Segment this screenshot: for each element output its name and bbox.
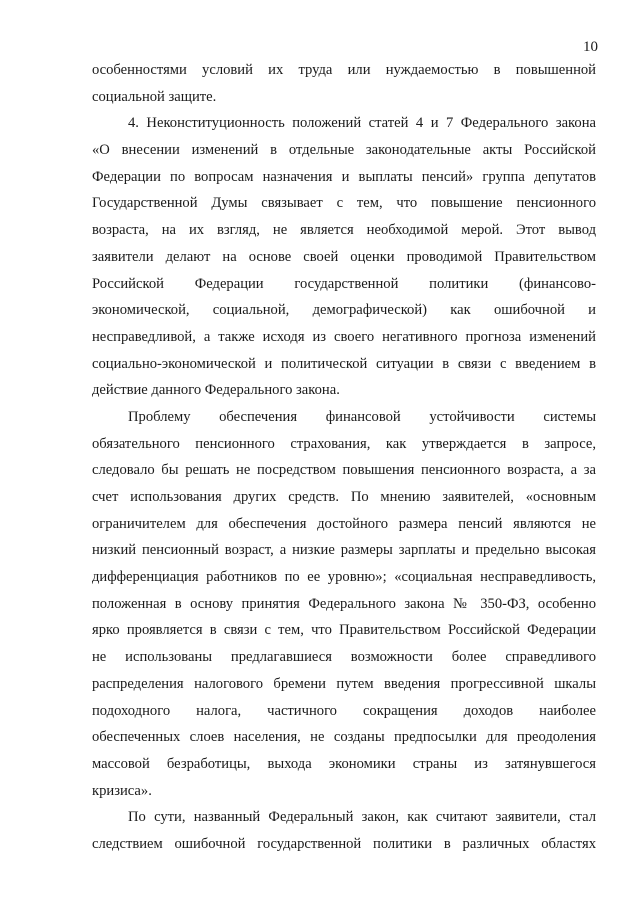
paragraph: [92, 804, 596, 857]
paragraph: [92, 404, 596, 804]
text-line: подоходного налога, частичного сокращения доходов наиболее: [92, 702, 596, 719]
text-line: Российской Федерации государственной политики (финансово-: [92, 275, 596, 292]
text-line: экономической, социальной, демографической) как ошибочной и: [92, 302, 596, 319]
text-line: следствием ошибочной государственной политики в различных областях: [92, 835, 596, 852]
text-line: распределения налогового бремени путем введения прогрессивной шкалы: [92, 675, 596, 692]
text-line: ярко проявляется в связи с тем, что Правительством Российской Федерации: [92, 622, 596, 639]
text-line: действие данного Федерального закона.: [92, 382, 340, 399]
text-line: возраста, на их взгляд, не является необходимой мерой. Этот вывод: [92, 222, 596, 239]
text-line: Проблему обеспечения финансовой устойчивости системы: [128, 408, 596, 425]
paragraph: [92, 110, 596, 404]
text-line: положенная в основу принятия Федерального закона № 350-ФЗ, особенно: [92, 595, 596, 612]
text-line: несправедливой, а также исходя из своего негативного прогноза изменений: [92, 328, 596, 345]
text-line: не использованы предлагавшиеся возможности более справедливого: [92, 649, 596, 666]
text-line: социально-экономической и политической ситуации в связи с введением в: [92, 355, 596, 372]
page-number: 10: [583, 39, 598, 55]
text-line: 4. Неконституционность положений статей 4 и 7 Федерального закона: [128, 115, 596, 132]
text-line: массовой безработицы, выхода экономики страны из затянувшегося: [92, 755, 596, 772]
text-line: счет использования других средств. По мнению заявителей, «основным: [92, 489, 596, 505]
text-line: следовало бы решать не посредством повышения пенсионного возраста, а за: [92, 462, 596, 479]
text-line: Федерации по вопросам назначения и выплаты пенсий» группа депутатов: [92, 168, 596, 185]
text-line: социальной защите.: [92, 88, 217, 105]
text-line: Государственной Думы связывает с тем, что повышение пенсионного: [92, 195, 596, 212]
text-line: дифференциация работников по ее уровню»; «социальная несправедливость,: [92, 569, 596, 586]
text-line: ограничителем для обеспечения достойного размера пенсий являются не: [92, 515, 596, 532]
text-line: По сути, названный Федеральный закон, как считают заявители, стал: [128, 809, 596, 826]
text-line: низкий пенсионный возраст, а низкие размеры зарплаты и предельно высокая: [92, 542, 596, 559]
text-line: «О внесении изменений в отдельные законодательные акты Российской: [92, 142, 596, 159]
text-line: кризиса».: [92, 782, 152, 799]
text-line: обеспеченных слоев населения, не созданы предпосылки для преодоления: [92, 729, 596, 746]
text-line: особенностями условий их труда или нуждаемостью в повышенной: [92, 62, 596, 78]
body-text: [92, 57, 596, 858]
paragraph: [92, 57, 596, 110]
text-line: обязательного пенсионного страхования, как утверждается в запросе,: [92, 435, 596, 452]
text-line: заявители делают на основе своей оценки проводимой Правительством: [92, 248, 596, 265]
